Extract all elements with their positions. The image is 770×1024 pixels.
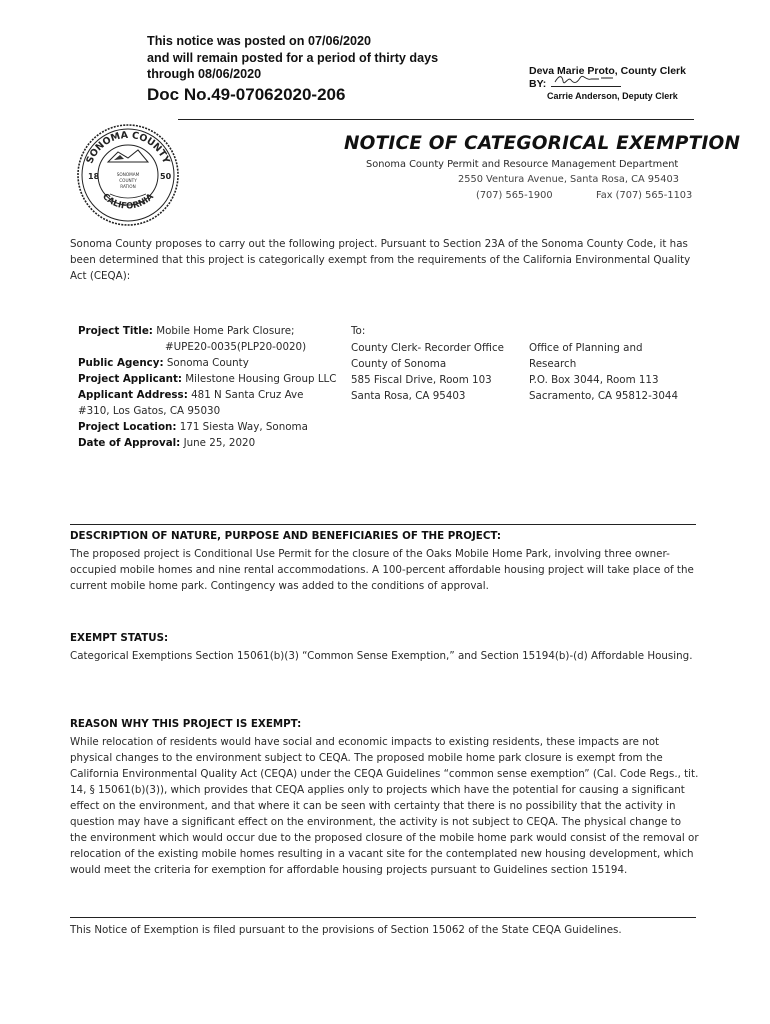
section-divider bbox=[70, 524, 696, 525]
signature-scribble-icon bbox=[553, 73, 617, 85]
footer-divider bbox=[70, 917, 696, 918]
department-fax: Fax (707) 565-1103 bbox=[596, 190, 693, 201]
clerk-name: Deva Marie Proto, County Clerk bbox=[529, 65, 686, 77]
department-name: Sonoma County Permit and Resource Management Department bbox=[366, 159, 679, 170]
description-heading: DESCRIPTION OF NATURE, PURPOSE AND BENEFICIARIES OF THE PROJECT: bbox=[70, 530, 501, 542]
recipient-line: Santa Rosa, CA 95403 bbox=[351, 390, 466, 402]
public-agency-label: Public Agency: bbox=[78, 357, 164, 369]
approval-date-label: Date of Approval: bbox=[78, 437, 181, 449]
applicant-address-row bbox=[78, 387, 338, 419]
exempt-status-text: Categorical Exemptions Section 15061(b)(3) “Common Sense Exemption,” and Section 15194(b)-(d) Affordable Housing. bbox=[70, 650, 693, 662]
exempt-status-heading: EXEMPT STATUS: bbox=[70, 632, 169, 644]
project-applicant-value: Milestone Housing Group LLC bbox=[182, 373, 337, 385]
posting-line-3: through 08/06/2020 bbox=[147, 67, 262, 81]
department-address: 2550 Ventura Avenue, Santa Rosa, CA 95403 bbox=[458, 174, 679, 185]
signature-line bbox=[551, 77, 621, 87]
project-title-value: Mobile Home Park Closure; bbox=[152, 325, 295, 337]
seal-year-right: 50 bbox=[160, 172, 172, 181]
recipient-line: County of Sonoma bbox=[351, 358, 447, 370]
department-phone: (707) 565-1900 bbox=[476, 190, 553, 201]
project-title-row bbox=[78, 323, 338, 339]
approval-date-value: June 25, 2020 bbox=[180, 437, 256, 449]
project-details bbox=[78, 323, 338, 451]
clerk-stamp bbox=[529, 65, 689, 102]
applicant-address-label: Applicant Address: bbox=[78, 389, 188, 401]
header-divider bbox=[178, 119, 694, 120]
project-title-number: #UPE20-0035(PLP20-0020) bbox=[165, 341, 307, 353]
seal-center-line-2: COUNTY bbox=[119, 178, 137, 183]
seal-center-line-1: SONOMAM bbox=[116, 172, 140, 177]
recipient-line: Office of Planning and bbox=[529, 342, 643, 354]
project-applicant-label: Project Applicant: bbox=[78, 373, 183, 385]
seal-top-text: SONOMA COUNTY bbox=[84, 129, 172, 166]
page-title: NOTICE OF CATEGORICAL EXEMPTION bbox=[344, 133, 741, 154]
svg-text:CALIFORNIA bbox=[100, 192, 156, 212]
reason-heading: REASON WHY THIS PROJECT IS EXEMPT: bbox=[70, 718, 302, 730]
project-location-value: 171 Siesta Way, Sonoma bbox=[176, 421, 308, 433]
recipient-clerk-recorder bbox=[351, 340, 526, 404]
deputy-clerk: Carrie Anderson, Deputy Clerk bbox=[547, 91, 678, 101]
project-title-label: Project Title: bbox=[78, 325, 153, 337]
seal-center-line-3: RATION bbox=[120, 184, 136, 189]
recipient-line: P.O. Box 3044, Room 113 bbox=[529, 374, 659, 386]
recipient-line: Research bbox=[529, 358, 577, 370]
county-seal-icon bbox=[74, 122, 182, 228]
reason-text: While relocation of residents would have social and economic impacts to existing residents, these impacts are not physical changes to the environment subject to CEQA. The proposed mobile home park closure is exempt from the California Environmental Quality Act (CEQA) under the CEQA Guidelines “common sense exemption” (Cal. Code Regs., tit. 14, § 15061(b)(3)), which provides that CEQA applies only to projects which have the potential for causing a significant effect on the environment, and that where it can be seen with certainty that there is no possibility that the activity in question may have a significant effect on the environment, the activity is not subject to CEQA. The physical change to the environment which would occur due to the proposed closure of the mobile home park would consist of the removal or relocation of the existing mobile homes resulting in a vacant site for the contemplated new housing development, which would meet the criteria for exemption for affordable housing projects pursuant to Guidelines section 15194. bbox=[70, 736, 699, 876]
public-agency-value: Sonoma County bbox=[163, 357, 249, 369]
public-agency-row bbox=[78, 355, 338, 371]
recipient-line: 585 Fiscal Drive, Room 103 bbox=[351, 374, 492, 386]
recipients-to-label: To: bbox=[351, 325, 366, 337]
project-location-label: Project Location: bbox=[78, 421, 177, 433]
approval-date-row bbox=[78, 435, 338, 451]
recipient-line: County Clerk- Recorder Office bbox=[351, 342, 504, 354]
project-applicant-row bbox=[78, 371, 338, 387]
posting-line-1: This notice was posted on 07/06/2020 bbox=[147, 34, 371, 48]
seal-year-left: 18 bbox=[88, 172, 100, 181]
recipient-line: Sacramento, CA 95812-3044 bbox=[529, 390, 679, 402]
clerk-by-line bbox=[529, 77, 689, 90]
applicant-address-value: 481 N Santa Cruz Ave #310, Los Gatos, CA 95030 bbox=[78, 389, 304, 417]
posting-line-2: and will remain posted for a period of thirty days bbox=[147, 50, 439, 65]
intro-paragraph: Sonoma County proposes to carry out the following project. Pursuant to Section 23A of the Sonoma County Code, it has been determined that this project is categorically exempt from the requirements of the California Environmental Quality Act (CEQA): bbox=[70, 238, 691, 282]
description-text: The proposed project is Conditional Use Permit for the closure of the Oaks Mobile Home Park, involving three owner-occupied mobile homes and nine rental accommodations. A 100-percent affordable housing project will take place of the current mobile home park. Contingency was added to the conditions of approval. bbox=[70, 548, 694, 592]
clerk-by-label: BY: bbox=[529, 78, 547, 90]
recipient-planning-research bbox=[529, 340, 699, 404]
project-location-row bbox=[78, 419, 338, 435]
posting-notice bbox=[147, 33, 438, 83]
seal-bottom-text: CALIFORNIA bbox=[100, 191, 156, 212]
document-number: Doc No.49-07062020-206 bbox=[147, 85, 346, 104]
filing-statement: This Notice of Exemption is filed pursuant to the provisions of Section 15062 of the State CEQA Guidelines. bbox=[70, 924, 622, 936]
